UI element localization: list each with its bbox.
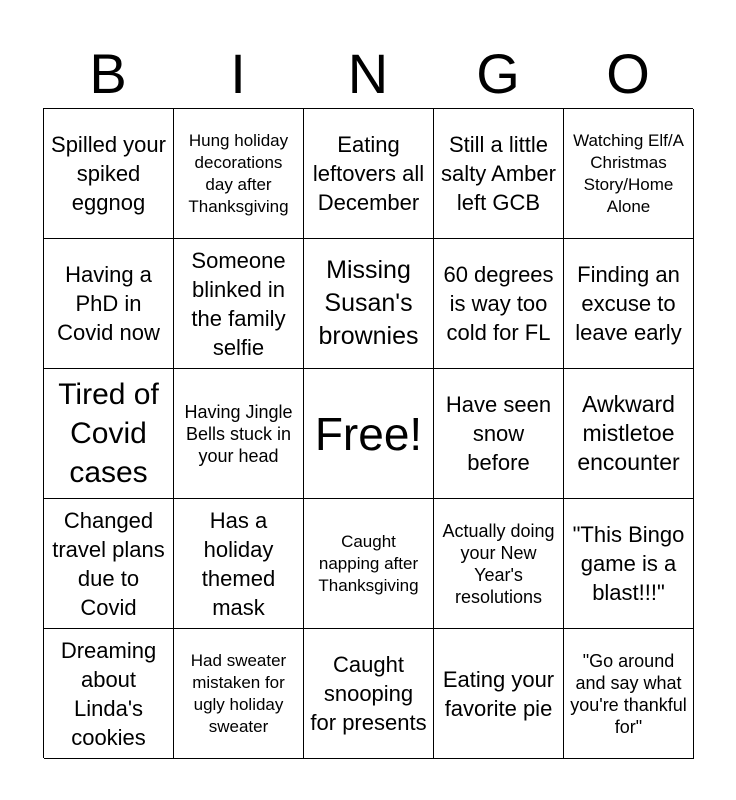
bingo-cell[interactable] [564,499,694,629]
bingo-cell[interactable] [434,109,564,239]
bingo-cell[interactable] [564,239,694,369]
bingo-cell[interactable] [44,369,174,499]
bingo-cell-text: Having a PhD in Covid now [57,262,160,345]
bingo-cell[interactable] [44,629,174,759]
bingo-cell-text: "This Bingo game is a blast!!!" [572,522,685,605]
header-letter-g: G [476,42,520,105]
bingo-cell[interactable] [44,109,174,239]
bingo-cell[interactable] [174,629,304,759]
bingo-cell-text: Eating leftovers all December [312,132,425,215]
free-space-text: Free! [314,407,423,460]
bingo-cell-text: Finding an excuse to leave early [575,262,682,345]
bingo-cell[interactable] [44,239,174,369]
bingo-grid [43,108,693,758]
bingo-cell-text: Having Jingle Bells stuck in your head [184,401,293,466]
bingo-cell[interactable] [304,499,434,629]
bingo-header [43,40,693,108]
bingo-cell[interactable] [174,499,304,629]
bingo-cell-text: 60 degrees is way too cold for FL [443,262,554,345]
bingo-cell-text: Tired of Covid cases [58,378,159,489]
bingo-cell-text: Hung holiday decorations day after Thanksgiving [188,130,289,216]
bingo-cell-text: Dreaming about Linda's cookies [60,637,157,750]
free-space-cell[interactable] [304,369,434,499]
bingo-cell-text: Spilled your spiked eggnog [51,132,166,215]
bingo-cell-text: "Go around and say what you're thankful for" [570,650,687,737]
bingo-cell-text: Still a little salty Amber left GCB [441,132,556,215]
bingo-cell[interactable] [434,629,564,759]
bingo-cell[interactable] [304,239,434,369]
bingo-cell-text: Someone blinked in the family selfie [191,247,286,360]
bingo-cell-text: Has a holiday themed mask [201,507,276,620]
bingo-cell[interactable] [174,369,304,499]
bingo-cell-text: Actually doing your New Year's resolutions [442,520,555,607]
bingo-cell-text: Had sweater mistaken for ugly holiday sweater [190,650,287,736]
bingo-cell-text: Missing Susan's brownies [318,256,419,350]
bingo-cell[interactable] [564,109,694,239]
bingo-cell[interactable] [434,369,564,499]
bingo-cell-text: Awkward mistletoe encounter [577,391,680,475]
bingo-cell[interactable] [304,629,434,759]
bingo-cell[interactable] [174,109,304,239]
bingo-cell[interactable] [174,239,304,369]
header-letter-b: B [89,42,127,105]
bingo-cell-text: Have seen snow before [445,392,552,475]
bingo-cell[interactable] [434,239,564,369]
bingo-cell[interactable] [564,369,694,499]
bingo-cell-text: Caught napping after Thanksgiving [318,531,419,595]
bingo-cell[interactable] [434,499,564,629]
header-letter-n: N [347,42,389,105]
bingo-cell-text: Caught snooping for presents [310,652,427,735]
bingo-cell[interactable] [304,109,434,239]
bingo-cell-text: Eating your favorite pie [442,666,555,721]
bingo-cell[interactable] [44,499,174,629]
bingo-cell[interactable] [564,629,694,759]
header-letter-i: I [230,42,246,105]
bingo-cell-text: Changed travel plans due to Covid [52,507,165,620]
bingo-cell-text: Watching Elf/A Christmas Story/Home Alone [573,130,684,216]
header-letter-o: O [606,42,650,105]
